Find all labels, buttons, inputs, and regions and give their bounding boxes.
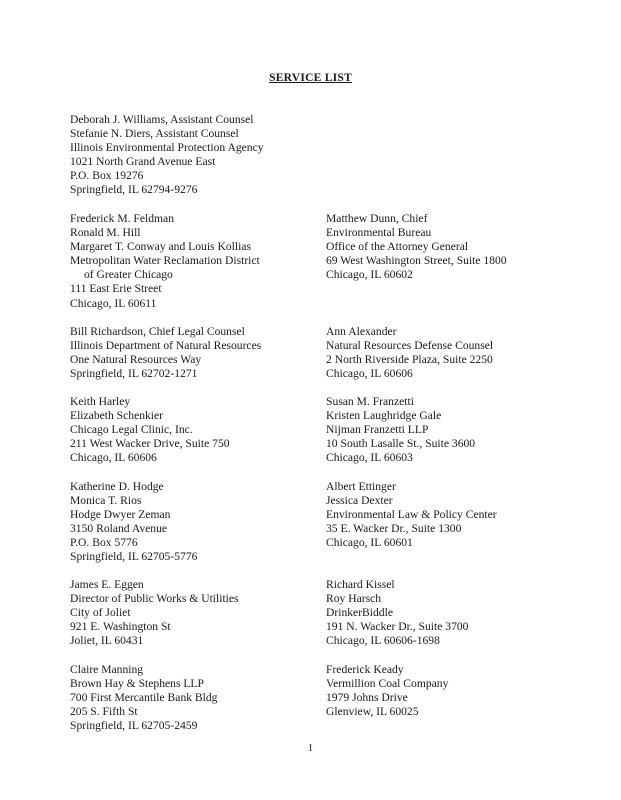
address-line: Margaret T. Conway and Louis Kollias [70,240,251,254]
page-number: 1 [307,742,314,754]
address-line: of Greater Chicago [84,268,173,282]
address-line: Bill Richardson, Chief Legal Counsel [70,325,245,338]
address-line: 2 North Riverside Plaza, Suite 2250 [326,353,493,367]
address-block-right [326,212,507,282]
address-block-right [326,395,475,465]
address-line: Vermillion Coal Company [326,677,449,691]
address-line: 191 N. Wacker Dr., Suite 3700 [326,620,469,634]
address-block-left [70,663,217,733]
address-line: Director of Public Works & Utilities [70,592,239,606]
address-line: 10 South Lasalle St., Suite 3600 [326,437,476,451]
address-line: Elizabeth Schenkier [70,409,164,423]
address-line: Chicago, IL 60603 [326,451,413,465]
address-line: Ronald M. Hill [70,226,141,240]
address-line: Chicago, IL 60611 [70,296,157,310]
address-line: Claire Manning [70,663,144,676]
address-line: 111 East Erie Street [70,282,162,296]
address-block-right [326,325,493,381]
address-line: Brown Hay & Stephens LLP [70,677,204,691]
address-line: Springfield, IL 62705-2459 [70,719,198,733]
address-line: Glenview, IL 60025 [326,705,419,719]
address-block-right [326,578,468,648]
address-line: 35 E. Wacker Dr., Suite 1300 [326,522,462,536]
address-line: Roy Harsch [326,592,382,606]
address-line: Frederick M. Feldman [70,212,174,225]
address-block-left [70,212,260,311]
address-line: Deborah J. Williams, Assistant Counsel [70,113,254,126]
address-line: Environmental Law & Policy Center [326,508,497,522]
address-line: 700 First Mercantile Bank Bldg [70,691,218,705]
address-line: Hodge Dwyer Zeman [70,508,171,522]
address-line: Illinois Environmental Protection Agency [70,141,264,155]
address-block-left [70,480,197,565]
address-line: Joliet, IL 60431 [70,634,144,648]
address-line: Matthew Dunn, Chief [326,212,428,225]
address-line: Metropolitan Water Reclamation District [70,254,260,268]
address-line: One Natural Resources Way [70,353,202,367]
address-block-right [326,480,497,550]
address-line: 921 E. Washington St [70,620,171,634]
address-line: Keith Harley [70,395,131,408]
address-line: Office of the Attorney General [326,240,469,254]
address-line: Springfield, IL 62702-1271 [70,367,198,381]
address-line: 211 West Wacker Drive, Suite 750 [70,437,230,451]
address-line: Chicago, IL 60601 [326,536,413,550]
address-block-left [70,325,261,381]
page-title: SERVICE LIST [269,71,352,84]
address-block-left [70,395,230,465]
address-line: 69 West Washington Street, Suite 1800 [326,254,507,268]
address-line: Nijman Franzetti LLP [326,423,429,437]
address-line: Ann Alexander [326,325,397,338]
address-line: Stefanie N. Diers, Assistant Counsel [70,127,239,141]
address-block-top [70,113,264,198]
address-line: Kristen Laughridge Gale [326,409,442,423]
address-line: Chicago, IL 60606 [70,451,157,465]
address-line: 3150 Roland Avenue [70,522,168,536]
address-line: DrinkerBiddle [326,606,393,620]
address-line: P.O. Box 19276 [70,169,144,183]
address-line: Albert Ettinger [326,480,396,493]
address-line: Katherine D. Hodge [70,480,164,493]
address-line: Natural Resources Defense Counsel [326,339,494,353]
address-line: Chicago Legal Clinic, Inc. [70,423,193,437]
address-line: Jessica Dexter [326,494,393,508]
address-line: James E. Eggen [70,578,144,591]
address-line: Environmental Bureau [326,226,432,240]
address-line: City of Joliet [70,606,131,620]
address-line: Springfield, IL 62794-9276 [70,183,198,197]
address-line: 205 S. Fifth St [70,705,138,719]
address-line: 1979 Johns Drive [326,691,408,705]
address-line: Chicago, IL 60606 [326,367,413,381]
address-line: Springfield, IL 62705-5776 [70,550,198,564]
address-line: Illinois Department of Natural Resources [70,339,262,353]
address-line: P.O. Box 5776 [70,536,138,550]
address-line: Chicago, IL 60602 [326,268,413,282]
address-line: Susan M. Franzetti [326,395,414,408]
address-line: Monica T. Rios [70,494,142,508]
address-line: Frederick Keady [326,663,404,676]
address-line: Richard Kissel [326,578,395,591]
address-line: Chicago, IL 60606-1698 [326,634,440,648]
address-line: 1021 North Grand Avenue East [70,155,216,169]
address-block-left [70,578,239,648]
address-block-right [326,663,448,719]
